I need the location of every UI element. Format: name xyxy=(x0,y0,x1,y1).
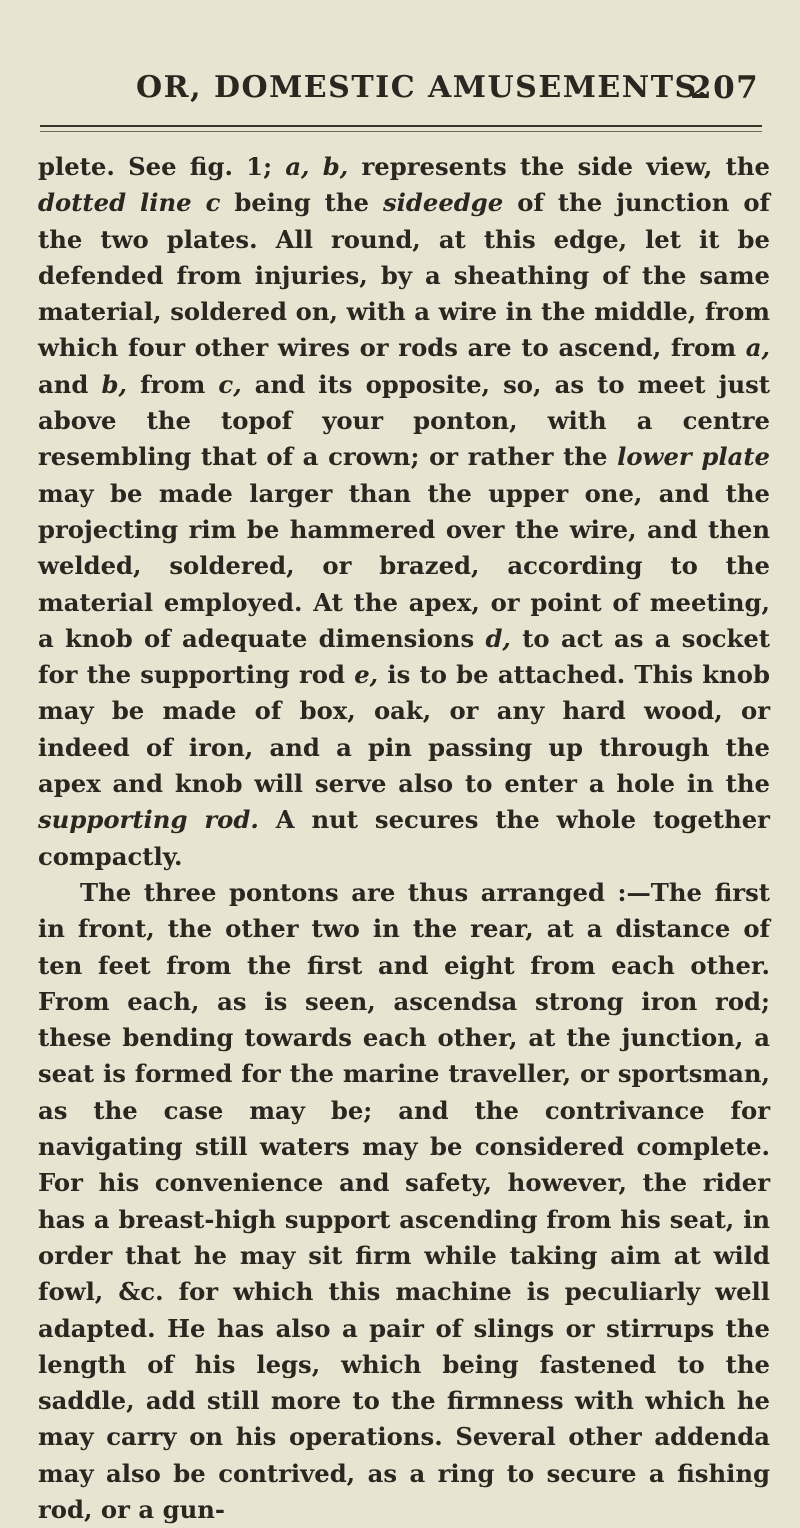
text-run: A nut secures the whole together compactly. xyxy=(38,805,770,871)
header-rule xyxy=(40,125,762,127)
text-run: and its opposite, so, as to meet just above the topof your ponton, with a centre resembling that of a crown; or rather the xyxy=(38,369,771,472)
header-rule-thin xyxy=(40,131,762,132)
running-header xyxy=(0,70,800,110)
italic-run: b, xyxy=(101,369,127,399)
paragraph-1 xyxy=(38,149,770,875)
italic-run: c, xyxy=(218,369,242,399)
italic-run: e, xyxy=(354,660,379,690)
italic-run: dotted line c xyxy=(38,188,221,218)
italic-run: a, b, xyxy=(285,152,349,181)
italic-run: lower plate xyxy=(617,442,771,472)
text-run: to act as a socket for the supporting rod xyxy=(38,623,770,690)
text-run: is to be attached. This knob may be made of box, oak, or any hard wood, or indeed of iron, and a pin passing up through the apex and knob will serve also to enter a hole in the xyxy=(38,660,770,799)
paragraph-2: The three pontons are thus arranged :—The first in front, the other two in the rear, at a distance of ten feet from the first and eight from each other. From each, as is seen, ascendsa strong iron rod; these bending towards each other, at the junction, a seat is formed for the marine traveller, or sportsman, as the case may be; and the contrivance for navigating still waters may be considered complete. For his convenience and safety, however, the rider has a breast-high support ascending from his seat, in order that he may sit firm while taking aim at wild fowl, &c. for which this machine is peculiarly well adapted. He has also a pair of slings or stirrups the length of his legs, which being fastened to the saddle, add still more to the firmness with which he may carry on his operations. Several other addenda may also be contrived, as a ring to secure a fishing rod, or a gun- xyxy=(38,877,770,1524)
text-run: may be made larger than the upper one, and the projecting rim be hammered over the wire, and then welded, soldered, or brazed, according to the material employed. At the apex, or point of meeting, a knob of adequate dimensions xyxy=(38,478,770,653)
italic-run: sideedge xyxy=(382,188,504,218)
text-run: and xyxy=(38,369,102,399)
italic-run: d, xyxy=(485,623,511,653)
text-run: of the junction of the two plates. All round, at this edge, let it be defended from injuries, by a sheathing of the same material, soldered on, with a wire in the middle, from which four other wires or rods are to ascend, from xyxy=(38,188,770,363)
text-run: plete. See fig. 1; xyxy=(38,152,286,181)
italic-run: supporting rod. xyxy=(38,805,259,835)
running-title: OR, DOMESTIC AMUSEMENTS. xyxy=(136,70,709,105)
text-run: represents the side view, the xyxy=(348,152,770,181)
text-run: being the xyxy=(220,188,383,218)
page-number: 207 xyxy=(690,70,760,106)
italic-run: a, xyxy=(745,333,770,363)
body-text xyxy=(38,149,770,1528)
text-run: from xyxy=(126,369,219,399)
